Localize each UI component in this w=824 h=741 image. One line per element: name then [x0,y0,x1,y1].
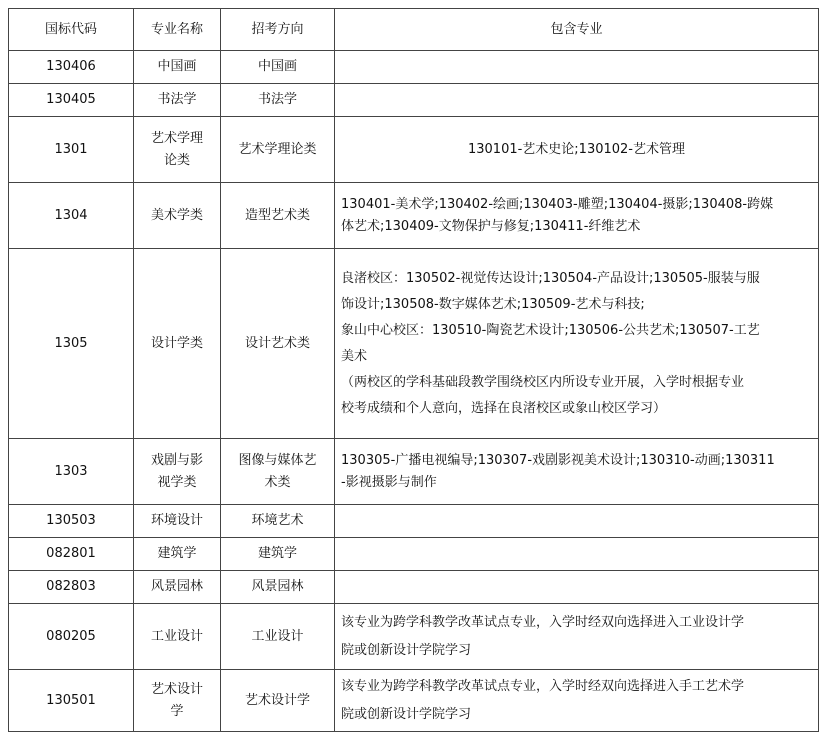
cell-direction: 造型艺术类 [221,183,335,249]
cell-direction: 设计艺术类 [221,249,335,439]
table-row [9,439,819,505]
table-row [9,670,819,732]
cell-includes [335,571,819,604]
cell-major: 工业设计 [134,604,221,670]
table-row [9,538,819,571]
header-direction: 招考方向 [221,9,335,51]
cell-direction: 艺术设计学 [221,670,335,732]
cell-includes [335,84,819,117]
cell-major: 书法学 [134,84,221,117]
cell-direction: 书法学 [221,84,335,117]
cell-major: 艺术学理 论类 [134,117,221,183]
header-major: 专业名称 [134,9,221,51]
cell-major: 戏剧与影 视学类 [134,439,221,505]
table-row [9,183,819,249]
header-includes: 包含专业 [335,9,819,51]
cell-major: 风景园林 [134,571,221,604]
cell-major: 中国画 [134,51,221,84]
cell-major: 建筑学 [134,538,221,571]
cell-code: 1304 [9,183,134,249]
cell-includes: 该专业为跨学科教学改革试点专业，入学时经双向选择进入工业设计学 院或创新设计学院学习 [335,604,819,670]
cell-includes: 130305-广播电视编导;130307-戏剧影视美术设计;130310-动画;130311 -影视摄影与制作 [335,439,819,505]
table-row [9,51,819,84]
cell-major: 美术学类 [134,183,221,249]
cell-includes [335,51,819,84]
cell-code: 082801 [9,538,134,571]
cell-direction: 环境艺术 [221,505,335,538]
table-row [9,604,819,670]
cell-code: 130501 [9,670,134,732]
cell-includes: 该专业为跨学科教学改革试点专业，入学时经双向选择进入手工艺术学 院或创新设计学院学习 [335,670,819,732]
cell-includes: 良渚校区：130502-视觉传达设计;130504-产品设计;130505-服装与服 饰设计;130508-数字媒体艺术;130509-艺术与科技; 象山中心校区：130510-陶瓷艺术设计;130506-公共艺术;130507-工艺 美术 （两校区的学科基础段教学围绕校区内所设专业开展，入学时根据专业 校考成绩和个人意向，选择在良渚校区或象山校区学习） [335,249,819,439]
table-row [9,249,819,439]
cell-direction: 建筑学 [221,538,335,571]
cell-code: 082803 [9,571,134,604]
cell-code: 1301 [9,117,134,183]
table-row [9,84,819,117]
cell-direction: 中国画 [221,51,335,84]
table-row [9,117,819,183]
cell-direction: 风景园林 [221,571,335,604]
majors-table [8,8,819,732]
cell-code: 130503 [9,505,134,538]
cell-code: 080205 [9,604,134,670]
cell-direction: 艺术学理论类 [221,117,335,183]
cell-major: 艺术设计 学 [134,670,221,732]
header-row [9,9,819,51]
table-row [9,505,819,538]
cell-includes: 130101-艺术史论;130102-艺术管理 [335,117,819,183]
cell-code: 130406 [9,51,134,84]
header-code: 国标代码 [9,9,134,51]
cell-direction: 工业设计 [221,604,335,670]
table-row [9,571,819,604]
cell-direction: 图像与媒体艺 术类 [221,439,335,505]
cell-code: 130405 [9,84,134,117]
cell-code: 1305 [9,249,134,439]
cell-includes: 130401-美术学;130402-绘画;130403-雕塑;130404-摄影;130408-跨媒 体艺术;130409-文物保护与修复;130411-纤维艺术 [335,183,819,249]
cell-code: 1303 [9,439,134,505]
cell-includes [335,538,819,571]
cell-major: 环境设计 [134,505,221,538]
cell-major: 设计学类 [134,249,221,439]
cell-includes [335,505,819,538]
